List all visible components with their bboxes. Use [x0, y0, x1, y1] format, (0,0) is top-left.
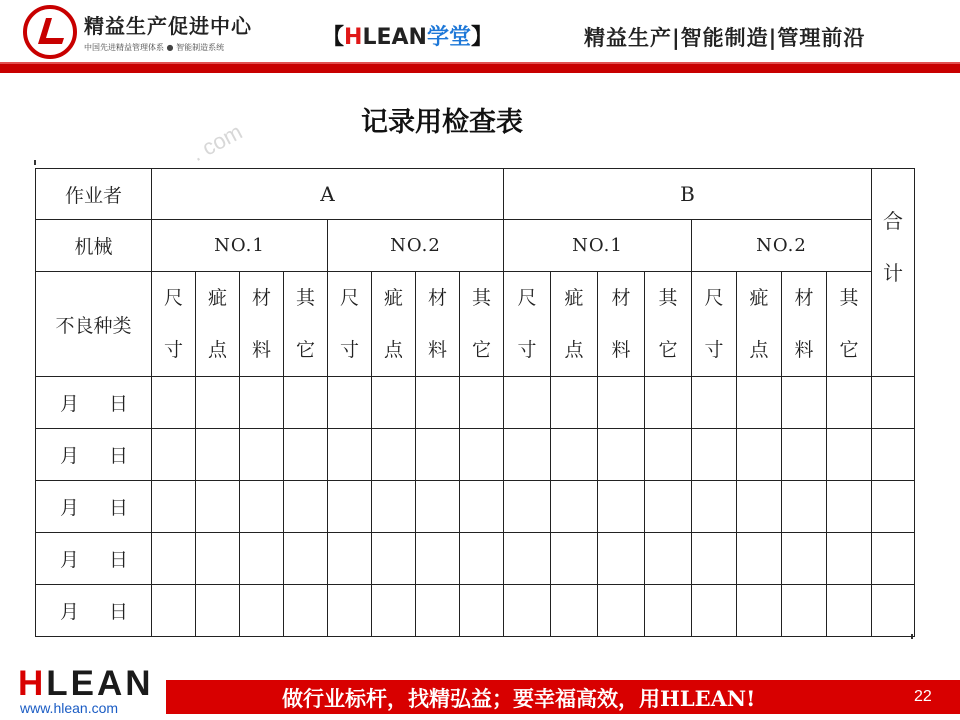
defect-type-cell	[737, 272, 782, 377]
tally-cell[interactable]	[645, 533, 692, 585]
defect-type-bottom: 点	[383, 339, 403, 361]
tally-cell[interactable]	[196, 429, 240, 481]
tally-cell[interactable]	[737, 429, 782, 481]
defect-type-top: 疵	[383, 287, 403, 309]
check-sheet-table	[35, 168, 915, 637]
tally-cell[interactable]	[416, 377, 460, 429]
defect-type-top: 材	[427, 287, 447, 309]
defect-type-cell	[692, 272, 737, 377]
defect-type-bottom: 寸	[704, 339, 724, 361]
defect-type-cell	[460, 272, 504, 377]
date-day: 日	[109, 601, 129, 623]
brand-xuetang: 学堂	[426, 25, 471, 50]
date-month: 月	[60, 601, 80, 623]
tally-cell[interactable]	[598, 429, 645, 481]
worker-b: B	[504, 169, 872, 220]
tally-cell[interactable]	[416, 585, 460, 637]
brand-lean: LEAN	[362, 25, 427, 50]
logo	[22, 4, 272, 60]
defect-type-bottom: 它	[471, 339, 491, 361]
tally-cell[interactable]	[152, 533, 196, 585]
tally-cell[interactable]	[827, 377, 872, 429]
header-slogan: 精益生产|智能制造|管理前沿	[584, 26, 866, 50]
defect-type-bottom: 寸	[163, 339, 183, 361]
defect-type-cell	[827, 272, 872, 377]
tally-cell[interactable]	[737, 481, 782, 533]
tally-cell[interactable]	[240, 377, 284, 429]
defect-type-bottom: 它	[839, 339, 859, 361]
defect-type-top: 尺	[339, 287, 359, 309]
logo-name: 精益生产促进中心	[84, 14, 252, 38]
defect-type-top: 材	[794, 287, 814, 309]
date-row	[36, 533, 915, 585]
footer-slogan: 做行业标杆，找精弘益；要幸福高效，用HLEAN!	[282, 686, 756, 711]
tally-cell[interactable]	[551, 481, 598, 533]
defect-type-bottom: 料	[251, 339, 271, 361]
defect-type-bottom: 点	[564, 339, 584, 361]
defect-type-bottom: 点	[749, 339, 769, 361]
defect-type-top: 尺	[163, 287, 183, 309]
tally-cell[interactable]	[645, 585, 692, 637]
defect-type-top: 其	[839, 287, 859, 309]
total-header	[872, 169, 915, 377]
tally-cell[interactable]	[692, 533, 737, 585]
defect-type-bottom: 它	[295, 339, 315, 361]
tally-cell[interactable]	[782, 585, 827, 637]
tally-cell[interactable]	[692, 377, 737, 429]
tally-cell[interactable]	[827, 533, 872, 585]
defect-type-top: 尺	[704, 287, 724, 309]
tally-cell[interactable]	[504, 585, 551, 637]
tally-cell[interactable]	[692, 481, 737, 533]
tally-cell[interactable]	[240, 533, 284, 585]
date-row	[36, 585, 915, 637]
tally-cell[interactable]	[692, 585, 737, 637]
tally-cell[interactable]	[645, 481, 692, 533]
tally-cell[interactable]	[872, 481, 915, 533]
tally-cell[interactable]	[737, 585, 782, 637]
tally-cell[interactable]	[598, 585, 645, 637]
defect-type-cell	[782, 272, 827, 377]
date-day: 日	[109, 445, 129, 467]
tally-cell[interactable]	[284, 585, 328, 637]
tally-cell[interactable]	[372, 377, 416, 429]
total-char-1: 合	[883, 208, 903, 233]
tally-cell[interactable]	[504, 377, 551, 429]
tally-cell[interactable]	[152, 481, 196, 533]
date-row	[36, 481, 915, 533]
defect-type-cell	[240, 272, 284, 377]
date-row	[36, 377, 915, 429]
defect-type-top: 其	[295, 287, 315, 309]
tally-cell[interactable]	[328, 377, 372, 429]
defect-type-bottom: 寸	[339, 339, 359, 361]
tally-cell[interactable]	[372, 585, 416, 637]
tally-cell[interactable]	[692, 429, 737, 481]
tally-cell[interactable]	[284, 429, 328, 481]
defect-type-top: 其	[471, 287, 491, 309]
defect-row	[36, 272, 915, 377]
corner-tick	[34, 160, 36, 165]
defect-type-top: 材	[251, 287, 271, 309]
tally-cell[interactable]	[240, 585, 284, 637]
tally-cell[interactable]	[416, 481, 460, 533]
tally-cell[interactable]	[284, 481, 328, 533]
worker-row	[36, 169, 915, 220]
defect-type-cell	[551, 272, 598, 377]
tally-cell[interactable]	[372, 481, 416, 533]
date-month: 月	[60, 393, 80, 415]
tally-cell[interactable]	[504, 533, 551, 585]
tally-cell[interactable]	[551, 585, 598, 637]
tally-cell[interactable]	[328, 429, 372, 481]
defect-type-bottom: 点	[207, 339, 227, 361]
date-day: 日	[109, 549, 129, 571]
tally-cell[interactable]	[240, 429, 284, 481]
defect-type-cell	[328, 272, 372, 377]
footer-url: www.hlean.com	[20, 700, 119, 716]
tally-cell[interactable]	[827, 585, 872, 637]
defect-type-bottom: 它	[658, 339, 678, 361]
defect-type-top: 其	[658, 287, 678, 309]
worker-label: 作业者	[36, 169, 152, 220]
defect-type-cell	[645, 272, 692, 377]
total-label	[872, 195, 914, 299]
footer-logo-h: H	[18, 664, 47, 703]
defect-type-bottom: 料	[611, 339, 631, 361]
watermark: . com	[187, 118, 247, 167]
tally-cell[interactable]	[240, 481, 284, 533]
logo-subtitle: 中国先进精益管理体系 ● 智能制造系统	[84, 43, 225, 52]
logo-icon	[22, 4, 78, 60]
date-day: 日	[109, 393, 129, 415]
tally-cell[interactable]	[196, 585, 240, 637]
defect-label: 不良种类	[36, 272, 152, 377]
tally-cell[interactable]	[460, 585, 504, 637]
date-month: 月	[60, 445, 80, 467]
tally-cell[interactable]	[328, 481, 372, 533]
tally-cell[interactable]	[460, 429, 504, 481]
tally-cell[interactable]	[152, 429, 196, 481]
defect-type-top: 疵	[749, 287, 769, 309]
tally-cell[interactable]	[872, 533, 915, 585]
tally-cell[interactable]	[372, 533, 416, 585]
date-month: 月	[60, 497, 80, 519]
machine-label: 机械	[36, 220, 152, 272]
defect-type-cell	[416, 272, 460, 377]
machine-a-no2: NO.2	[328, 220, 504, 272]
tally-cell[interactable]	[551, 377, 598, 429]
tally-cell[interactable]	[328, 533, 372, 585]
tally-cell[interactable]	[872, 429, 915, 481]
tally-cell[interactable]	[460, 377, 504, 429]
tally-cell[interactable]	[827, 429, 872, 481]
tally-cell[interactable]	[598, 533, 645, 585]
tally-cell[interactable]	[416, 533, 460, 585]
tally-cell[interactable]	[645, 377, 692, 429]
defect-type-top: 疵	[564, 287, 584, 309]
tally-cell[interactable]	[152, 377, 196, 429]
page-title: 记录用检查表	[361, 107, 523, 138]
machine-b-no1: NO.1	[504, 220, 692, 272]
tally-cell[interactable]	[328, 585, 372, 637]
brand-bracket-right: 】	[470, 25, 493, 50]
date-row	[36, 429, 915, 481]
defect-type-top: 材	[611, 287, 631, 309]
tally-cell[interactable]	[196, 377, 240, 429]
defect-type-cell	[504, 272, 551, 377]
machine-row	[36, 220, 915, 272]
tally-cell[interactable]	[737, 377, 782, 429]
tally-cell[interactable]	[782, 429, 827, 481]
footer-logo-rest: LEAN	[46, 664, 154, 703]
tally-cell[interactable]	[598, 377, 645, 429]
tally-cell[interactable]	[645, 429, 692, 481]
tally-cell[interactable]	[782, 377, 827, 429]
date-cell	[36, 533, 152, 585]
date-cell	[36, 585, 152, 637]
brand-label	[322, 20, 493, 51]
tally-cell[interactable]	[504, 481, 551, 533]
defect-type-top: 尺	[517, 287, 537, 309]
machine-b-no2: NO.2	[692, 220, 872, 272]
tally-cell[interactable]	[284, 533, 328, 585]
tally-cell[interactable]	[504, 429, 551, 481]
page-number: 22	[914, 688, 932, 705]
date-cell	[36, 377, 152, 429]
tally-cell[interactable]	[460, 533, 504, 585]
tally-cell[interactable]	[872, 377, 915, 429]
header-divider	[0, 64, 960, 73]
date-cell	[36, 481, 152, 533]
defect-type-top: 疵	[207, 287, 227, 309]
tally-cell[interactable]	[372, 429, 416, 481]
tally-cell[interactable]	[152, 585, 196, 637]
brand-h: H	[344, 25, 363, 50]
tally-cell[interactable]	[782, 533, 827, 585]
worker-a: A	[152, 169, 504, 220]
date-cell	[36, 429, 152, 481]
tally-cell[interactable]	[551, 533, 598, 585]
tally-cell[interactable]	[737, 533, 782, 585]
tally-cell[interactable]	[416, 429, 460, 481]
total-char-2: 计	[883, 260, 903, 285]
tally-cell[interactable]	[827, 481, 872, 533]
brand-bracket-left: 【	[322, 25, 345, 50]
defect-type-bottom: 料	[427, 339, 447, 361]
tally-cell[interactable]	[284, 377, 328, 429]
tally-cell[interactable]	[551, 429, 598, 481]
machine-a-no1: NO.1	[152, 220, 328, 272]
defect-type-bottom: 料	[794, 339, 814, 361]
defect-type-cell	[598, 272, 645, 377]
defect-type-cell	[196, 272, 240, 377]
tally-cell[interactable]	[196, 481, 240, 533]
tally-cell[interactable]	[460, 481, 504, 533]
footer-logo	[18, 664, 154, 704]
tally-cell[interactable]	[196, 533, 240, 585]
date-month: 月	[60, 549, 80, 571]
defect-type-cell	[284, 272, 328, 377]
date-day: 日	[109, 497, 129, 519]
defect-type-cell	[152, 272, 196, 377]
defect-type-bottom: 寸	[517, 339, 537, 361]
tally-cell[interactable]	[782, 481, 827, 533]
tally-cell[interactable]	[598, 481, 645, 533]
defect-type-cell	[372, 272, 416, 377]
tally-cell[interactable]	[872, 585, 915, 637]
